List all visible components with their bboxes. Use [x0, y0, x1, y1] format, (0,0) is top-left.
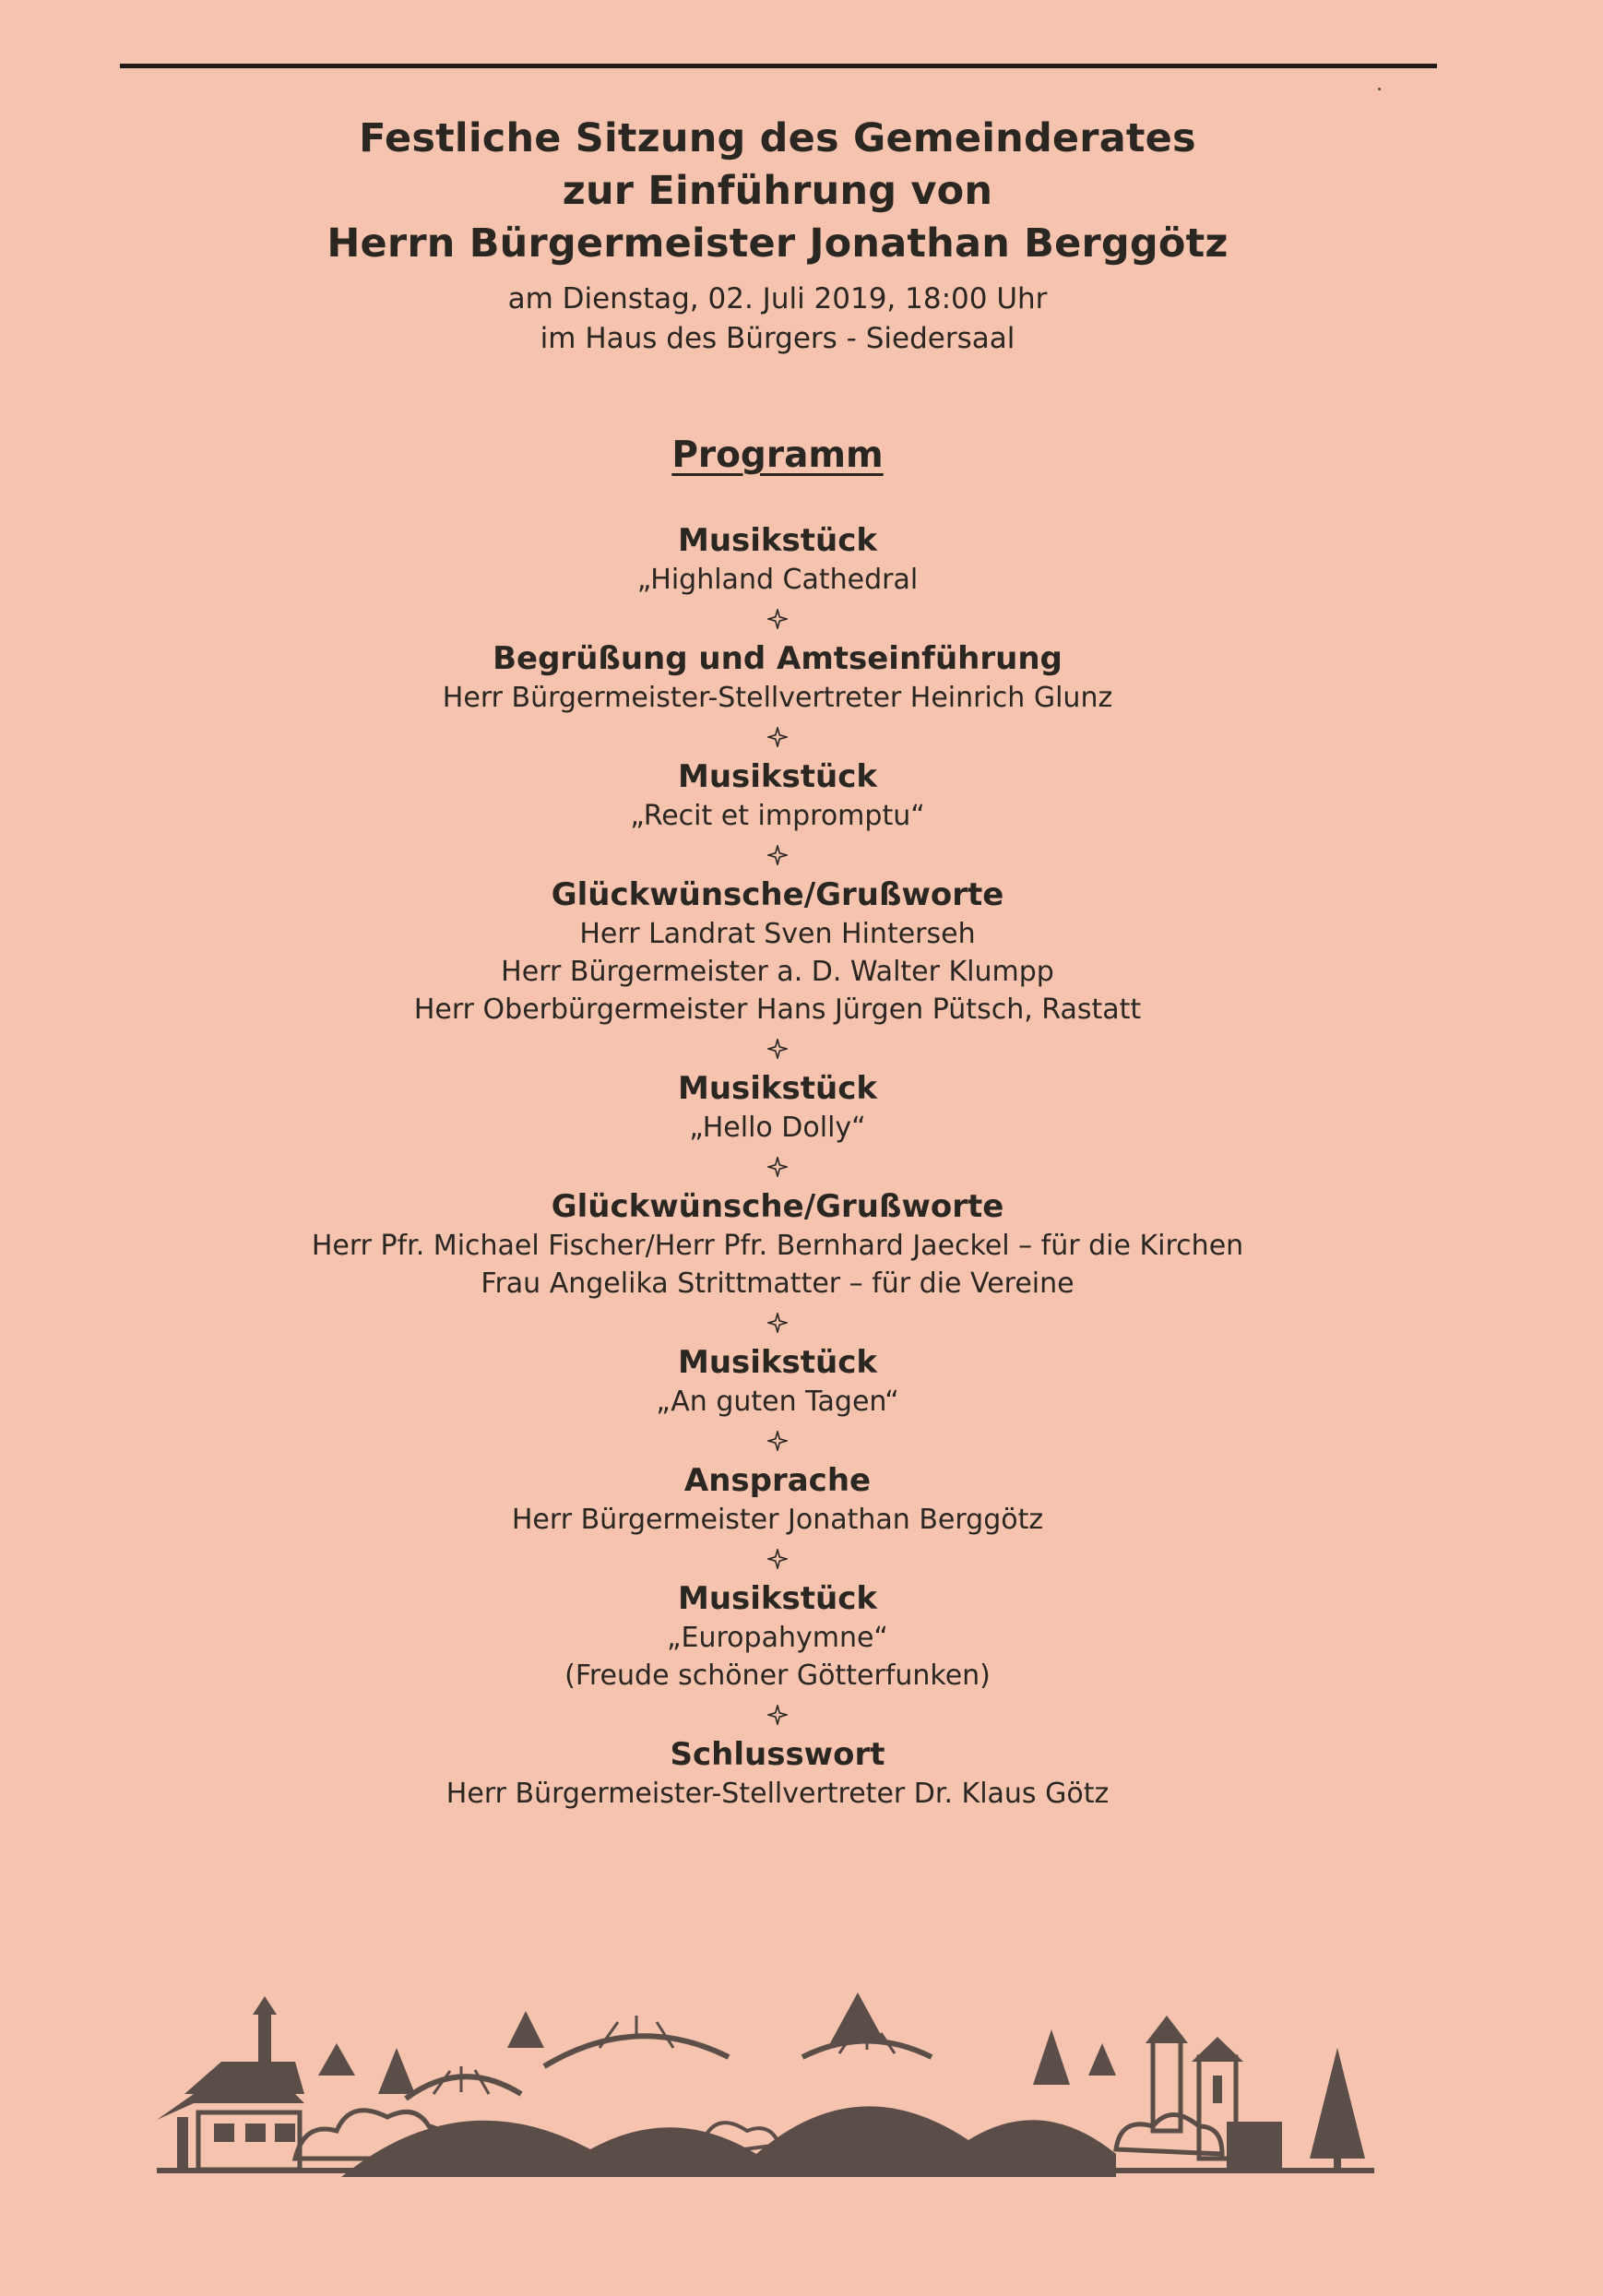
separator [0, 1695, 1555, 1735]
program-item [0, 639, 1555, 717]
four-point-star-icon [767, 1313, 788, 1333]
separator [0, 835, 1555, 875]
program-item-title: Musikstück [677, 522, 877, 559]
program-item-line: „Hello Dolly“ [689, 1112, 866, 1144]
title-line-2: zur Einführung von [562, 168, 993, 214]
program-item-title: Schlusswort [670, 1736, 885, 1773]
separator [0, 1147, 1555, 1187]
program-item-line: „Highland Cathedral [636, 564, 919, 596]
program-item-line: Herr Bürgermeister a. D. Walter Klumpp [501, 956, 1054, 988]
separator [0, 1303, 1555, 1343]
separator [0, 717, 1555, 757]
separator [0, 599, 1555, 639]
program-item-title: Musikstück [677, 1580, 877, 1617]
separator [0, 1539, 1555, 1579]
program-item-line: „Europahymne“ [667, 1622, 888, 1654]
date-line: am Dienstag, 02. Juli 2019, 18:00 Uhr [507, 282, 1048, 315]
program-item [0, 1735, 1555, 1813]
village-landscape-silhouette [157, 1993, 1374, 2177]
four-point-star-icon [767, 727, 788, 747]
program-item [0, 757, 1555, 835]
program-item-title: Glückwünsche/Grußworte [551, 1188, 1004, 1225]
separator [0, 1029, 1555, 1069]
top-rule [120, 64, 1437, 68]
program-item-title: Begrüßung und Amtseinführung [493, 640, 1063, 677]
program-item [0, 1187, 1555, 1303]
four-point-star-icon [767, 1431, 788, 1451]
program-item-line: Herr Bürgermeister-Stellvertreter Dr. Klaus Götz [445, 1778, 1110, 1810]
program-item-line: Herr Bürgermeister-Stellvertreter Heinrich Glunz [442, 682, 1113, 714]
program-item-title: Glückwünsche/Grußworte [551, 876, 1004, 913]
program-item [0, 1069, 1555, 1147]
program-item-line: Herr Pfr. Michael Fischer/Herr Pfr. Bernhard Jaeckel – für die Kirchen [311, 1230, 1244, 1262]
paper-speck [1378, 88, 1381, 90]
program-item-line: Frau Angelika Strittmatter – für die Vereine [481, 1267, 1075, 1300]
program-item [0, 875, 1555, 1029]
four-point-star-icon [767, 1549, 788, 1569]
program-item-line: „An guten Tagen“ [656, 1386, 899, 1418]
program-heading: Programm [671, 434, 884, 476]
program-item-title: Musikstück [677, 758, 877, 795]
program-item [0, 521, 1555, 599]
program-list [0, 521, 1555, 1813]
program-item [0, 1343, 1555, 1421]
four-point-star-icon [767, 609, 788, 629]
program-item-line: (Freude schöner Götterfunken) [564, 1660, 991, 1692]
program-item [0, 1579, 1555, 1695]
title-line-1: Festliche Sitzung des Gemeinderates [359, 115, 1196, 161]
program-item-line: Herr Landrat Sven Hinterseh [579, 918, 976, 950]
program-item-title: Ansprache [683, 1462, 872, 1499]
title-line-3: Herrn Bürgermeister Jonathan Berggötz [327, 220, 1229, 267]
document-header [0, 113, 1555, 359]
program-item-line: Herr Oberbürgermeister Hans Jürgen Pütsch, Rastatt [413, 993, 1142, 1026]
four-point-star-icon [767, 1039, 788, 1059]
program-item [0, 1461, 1555, 1539]
four-point-star-icon [767, 845, 788, 865]
location-line: im Haus des Bürgers - Siedersaal [540, 322, 1015, 355]
program-item-title: Musikstück [677, 1344, 877, 1381]
four-point-star-icon [767, 1157, 788, 1177]
program-item-line: „Recit et impromptu“ [630, 800, 925, 832]
program-item-line: Herr Bürgermeister Jonathan Berggötz [511, 1504, 1044, 1536]
program-item-title: Musikstück [677, 1070, 877, 1107]
four-point-star-icon [767, 1705, 788, 1725]
separator [0, 1421, 1555, 1461]
